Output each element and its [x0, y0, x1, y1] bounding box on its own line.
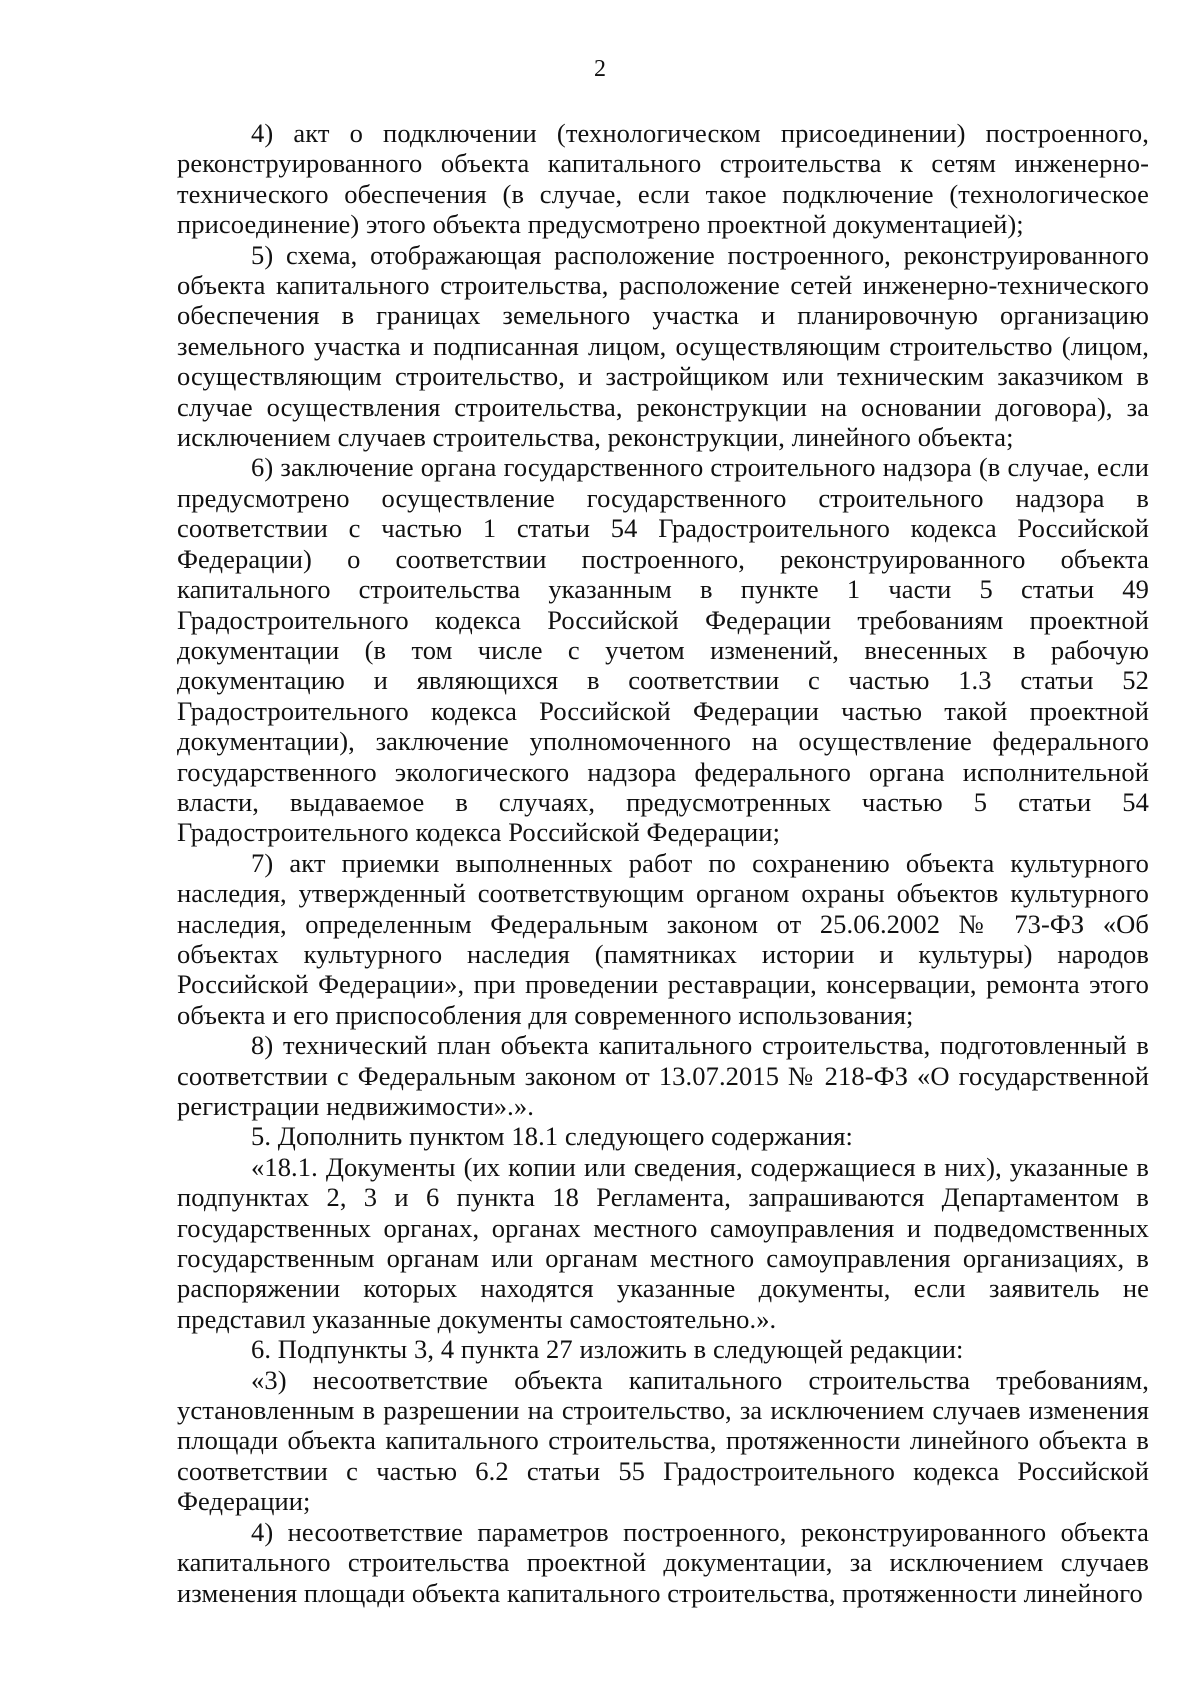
paragraph-subitem-8-technical-plan: 8) технический план объекта капитального строительства, подготовленный в соответствии с Федеральным законом от 13.07.2015 № 218-ФЗ «О государственной регистрации недвижимости».».: [177, 1030, 1149, 1121]
page-number: 2: [594, 56, 606, 82]
paragraph-new-subitem-4: 4) несоответствие параметров построенного, реконструированного объекта капитального строительства проектной документации, за исключением случаев изменения площади объекта капитального строительства, протяженности линейного: [177, 1516, 1149, 1608]
paragraph-subitem-4-act: 4) акт о подключении (технологическом присоединении) построенного, реконструированного объекта капитального строительства к сетям инженерно-технического обеспечения (в случае, если такое подключение (технологическое присоединение) этого объекта предусмотрено проектной документацией);: [177, 118, 1149, 240]
paragraph-subitem-6-conclusion: 6) заключение органа государственного строительного надзора (в случае, если предусмотрено осуществление государственного строительного надзора в соответствии с частью 1 статьи 54 Градостроительного кодекса Российской Федерации) о соответствии построенного, реконструированного объекта капитального строительства указанным в пункте 1 части 5 статьи 49 Градостроительного кодекса Российской Федерации требованиям проектной документации (в том числе с учетом изменений, внесенных в рабочую документацию и являющихся в соответствии с частью 1.3 статьи 52 Градостроительного кодекса Российской Федерации частью такой проектной документации), заключение уполномоченного на осуществление федерального государственного экологического надзора федерального органа исполнительной власти, выдаваемое в случаях, предусмотренных частью 5 статьи 54 Градостроительного кодекса Российской Федерации;: [177, 452, 1149, 848]
paragraph-item-6-amend: 6. Подпункты 3, 4 пункта 27 изложить в следующей редакции:: [251, 1334, 964, 1365]
document-body: [177, 118, 1149, 1608]
paragraph-new-subitem-3: «3) несоответствие объекта капитального строительства требованиям, установленным в разрешении на строительство, за исключением случаев изменения площади объекта капитального строительства, протяженности линейного объекта в соответствии с частью 6.2 статьи 55 Градостроительного кодекса Российской Федерации;: [177, 1364, 1149, 1517]
paragraph-clause-18-1: «18.1. Документы (их копии или сведения, содержащиеся в них), указанные в подпунктах 2, 3 и 6 пункта 18 Регламента, запрашиваются Департаментом в государственных органах, органах местного самоуправления и подведомственных государственным органам или органам местного самоуправления организациях, в распоряжении которых находятся указанные документы, если заявитель не представил указанные документы самостоятельно.».: [177, 1151, 1149, 1334]
paragraph-subitem-5-scheme: 5) схема, отображающая расположение построенного, реконструированного объекта капитального строительства, расположение сетей инженерно-технического обеспечения в границах земельного участка и планировочную организацию земельного участка и подписанная лицом, осуществляющим строительство (лицом, осуществляющим строительство, и застройщиком или техническим заказчиком в случае осуществления строительства, реконструкции на основании договора), за исключением случаев строительства, реконструкции, линейного объекта;: [177, 239, 1149, 453]
paragraph-subitem-7-heritage-act: 7) акт приемки выполненных работ по сохранению объекта культурного наследия, утвержденный соответствующим органом охраны объектов культурного наследия, определенным Федеральным законом от 25.06.2002 № 73-ФЗ «Об объектах культурного наследия (памятниках истории и культуры) народов Российской Федерации», при проведении реставрации, консервации, ремонта этого объекта и его приспособления для современного использования;: [177, 847, 1149, 1030]
paragraph-item-5-add-clause: 5. Дополнить пунктом 18.1 следующего содержания:: [251, 1121, 854, 1152]
